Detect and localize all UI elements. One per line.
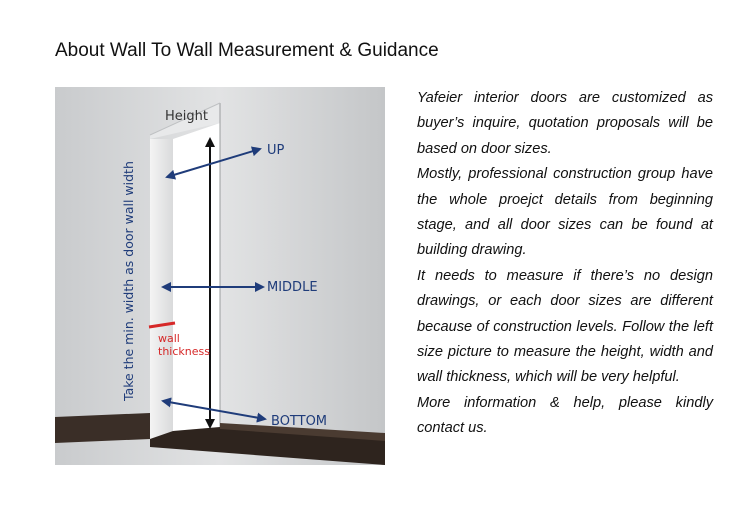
page-title: About Wall To Wall Measurement & Guidance — [55, 40, 439, 61]
paragraph-customization: Yafeier interior doors are customized as buyer’s inquire, quotation proposals will be based on door sizes. — [417, 90, 713, 157]
up-label: UP — [267, 143, 285, 158]
min-width-vertical-label: Take the min. width as door wall width — [121, 161, 136, 401]
wall-thickness-label-line1: wall — [158, 332, 180, 345]
baseboard-left — [55, 413, 150, 443]
paragraph-contact: More information & help, please kindly contact us. — [417, 394, 713, 437]
height-label: Height — [165, 109, 208, 124]
guidance-text — [417, 86, 713, 442]
wall-thickness-label-line2: thickness — [158, 345, 210, 358]
paragraph-measure-instructions: It needs to measure if there’s no design drawings, or each door sizes are different because of construction levels. Follow the left size picture to measure the height, width and wall thickness, which will be very helpful. — [417, 267, 713, 386]
door-measurement-illustration — [55, 87, 385, 465]
bottom-label: BOTTOM — [271, 414, 328, 429]
paragraph-construction-group: Mostly, professional construction group have the whole proejct details from beginning stage, and all door sizes can be found at building drawing. — [417, 166, 713, 259]
door-opening — [173, 123, 220, 431]
door-left-jamb — [150, 139, 173, 439]
middle-label: MIDDLE — [267, 280, 318, 295]
door-diagram — [55, 87, 385, 465]
